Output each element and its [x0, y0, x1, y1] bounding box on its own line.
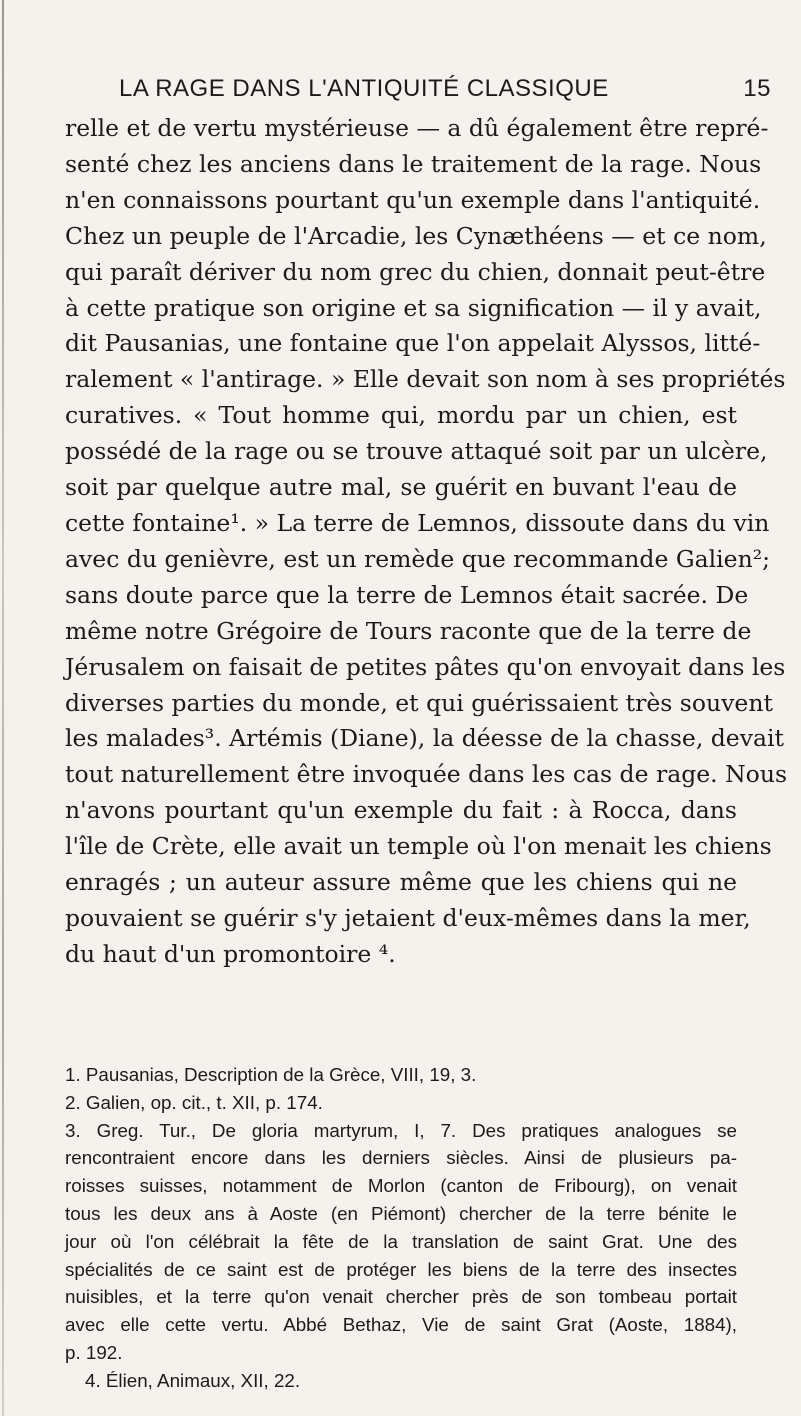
footnotes [65, 1061, 737, 1395]
text-line: relle et de vertu mystérieuse — a dû également être repré- [65, 114, 769, 142]
text-line: soit par quelque autre mal, se guérit en buvant l'eau de [65, 473, 737, 502]
text-line: qui paraît dériver du nom grec du chien, donnait peut-être [65, 257, 766, 286]
running-title: LA RAGE DANS L'ANTIQUITÉ CLASSIQUE [119, 75, 609, 102]
footnote-3-cont: nuisibles, et la terre qu'on venait chercher près de son tombeau portait [65, 1286, 737, 1308]
text-line: pouvaient se guérir s'y jetaient d'eux-mêmes dans la mer, [65, 903, 751, 932]
main-text [65, 111, 788, 973]
footnote-1: 1. Pausanias, Description de la Grèce, VIII, 19, 3. [65, 1064, 477, 1085]
text-line: du haut d'un promontoire ⁴. [65, 939, 396, 968]
text-line: tout naturellement être invoquée dans les cas de rage. Nous [65, 760, 788, 789]
text-line: possédé de la rage ou se trouve attaqué soit par un ulcère, [65, 437, 768, 466]
footnote-3-cont: tous les deux ans à Aoste (en Piémont) chercher de la terre bénite le [65, 1202, 737, 1224]
page-edge-rule [2, 0, 4, 1416]
footnote-4: 4. Élien, Animaux, XII, 22. [85, 1369, 301, 1391]
text-line: senté chez les anciens dans le traitement de la rage. Nous [65, 149, 762, 178]
text-line: même notre Grégoire de Tours raconte que de la terre de [65, 616, 752, 645]
text-line: n'en connaissons pourtant qu'un exemple dans l'antiquité. [65, 185, 761, 214]
text-line: enragés ; un auteur assure même que les chiens qui ne [65, 868, 737, 897]
text-line: l'île de Crète, elle avait un temple où l'on menait les chiens [65, 832, 772, 861]
text-line: sans doute parce que la terre de Lemnos était sacrée. De [65, 580, 749, 609]
footnote-3-cont: spécialités de ce saint est de protéger les biens de la terre des insectes [65, 1258, 737, 1280]
page-number: 15 [743, 75, 771, 102]
text-line: avec du genièvre, est un remède que recommande Galien²; [65, 544, 771, 573]
text-line: ralement « l'antirage. » Elle devait son nom à ses propriétés [65, 365, 786, 394]
text-line: cette fontaine¹. » La terre de Lemnos, dissoute dans du vin [65, 508, 770, 537]
footnote-3-cont: rencontraient encore dans les derniers siècles. Ainsi de plusieurs pa- [65, 1147, 737, 1169]
text-line: dit Pausanias, une fontaine que l'on appelait Alyssos, litté- [65, 329, 761, 358]
footnote-3-cont: jour où l'on célébrait la fête de la translation de saint Grat. Une des [65, 1230, 737, 1252]
text-line: les malades³. Artémis (Diane), la déesse de la chasse, devait [65, 724, 784, 753]
footnote-3-cont: roisses suisses, notamment de Morlon (canton de Fribourg), on venait [65, 1175, 737, 1197]
footnote-2: 2. Galien, op. cit., t. XII, p. 174. [65, 1091, 323, 1113]
footnote-3-cont: avec elle cette vertu. Abbé Bethaz, Vie de saint Grat (Aoste, 1884), [65, 1314, 737, 1336]
footnote-3: 3. Greg. Tur., De gloria martyrum, I, 7. Des pratiques analogues se [65, 1119, 737, 1141]
text-line: Jérusalem on faisait de petites pâtes qu'on envoyait dans les [65, 652, 786, 681]
text-line: diverses parties du monde, et qui guérissaient très souvent [65, 688, 773, 717]
footnote-3-cont: p. 192. [65, 1341, 123, 1363]
text-line: n'avons pourtant qu'un exemple du fait : à Rocca, dans [65, 796, 737, 825]
text-line: à cette pratique son origine et sa signification — il y avait, [65, 293, 762, 322]
text-line: Chez un peuple de l'Arcadie, les Cynæthéens — et ce nom, [65, 221, 767, 250]
text-line: curatives. « Tout homme qui, mordu par un chien, est [65, 401, 737, 430]
